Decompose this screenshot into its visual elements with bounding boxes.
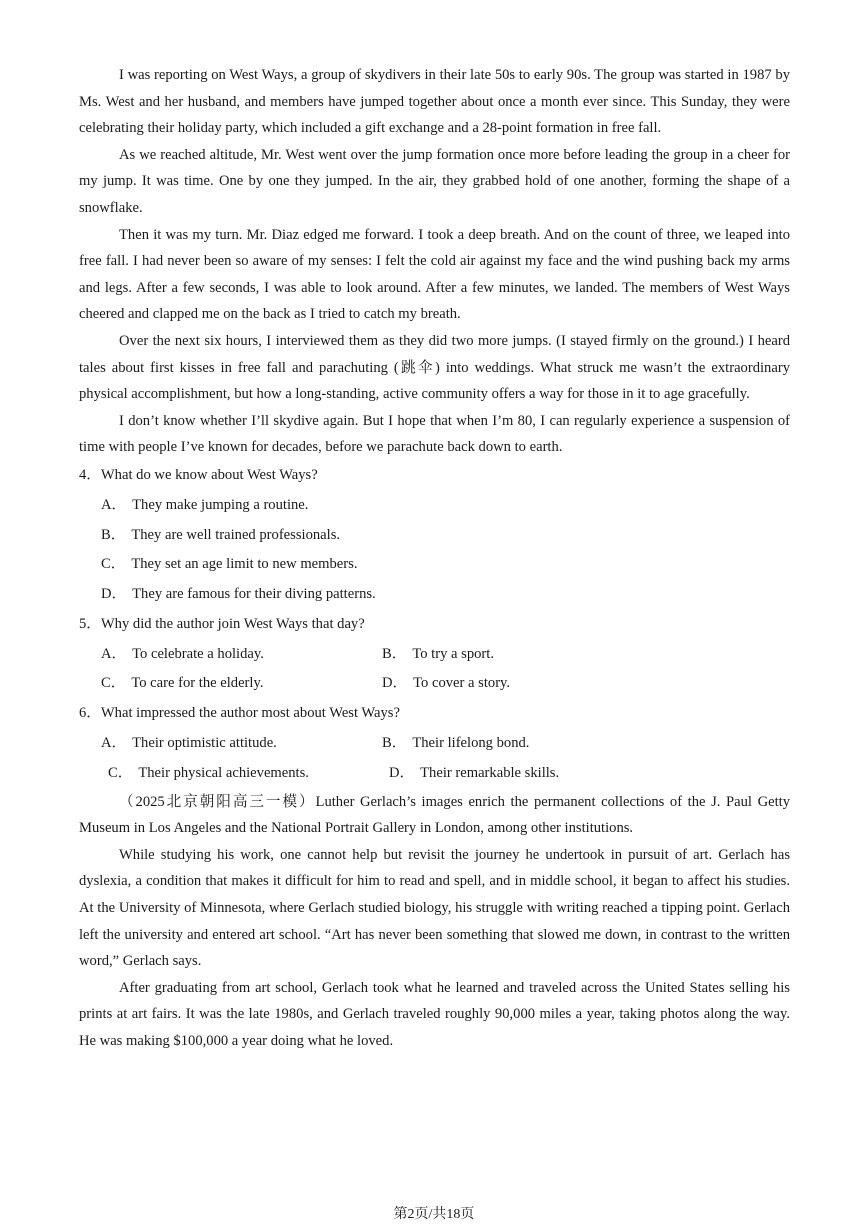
option-letter: A． xyxy=(101,645,127,662)
option-text: Their physical achievements. xyxy=(138,764,309,781)
option-6c[interactable] xyxy=(108,759,389,789)
option-4b[interactable] xyxy=(79,521,790,551)
passage1-paragraph-2: As we reached altitude, Mr. West went over the jump formation once more before leading the group in a cheer for my jump. It was time. One by one they jumped. In the air, they grabbed hold of one another, forming the shape of a snowflake. xyxy=(79,146,790,216)
passage2-paragraph-3: After graduating from art school, Gerlach took what he learned and traveled across the United States selling his prints at art fairs. It was the late 1980s, and Gerlach traveled roughly 90,000 miles a year, taking photos along the way. He was making $100,000 a year doing what he loved. xyxy=(79,979,790,1050)
option-text: To care for the elderly. xyxy=(131,675,264,692)
question-6 xyxy=(79,699,790,729)
option-letter: D． xyxy=(101,586,127,603)
question-number: 6． xyxy=(79,705,101,722)
option-4d[interactable] xyxy=(79,580,790,610)
question-number: 5． xyxy=(79,615,101,632)
page-number: 第2页/共18页 xyxy=(393,1207,475,1222)
option-letter: C． xyxy=(101,675,126,692)
option-letter: C． xyxy=(101,556,126,573)
option-text: Their lifelong bond. xyxy=(412,735,530,752)
passage1-paragraph-3: Then it was my turn. Mr. Diaz edged me forward. I took a deep breath. And on the count of three, we leaped into free fall. I had never been so aware of my senses: I felt the cold air against my face and the wind pushing back my arms and legs. After a few seconds, I was able to look around. After a few minutes, we landed. The members of West Ways cheered and clapped me on the back as I tried to catch my breath. xyxy=(79,226,790,323)
option-5b[interactable] xyxy=(382,640,663,670)
options-row xyxy=(79,759,790,789)
option-text: To cover a story. xyxy=(413,675,511,692)
option-text: Their optimistic attitude. xyxy=(132,735,277,752)
question-number: 4． xyxy=(79,466,101,483)
options-row xyxy=(79,729,790,759)
option-text: They set an age limit to new members. xyxy=(131,556,358,573)
option-text: They are well trained professionals. xyxy=(131,526,341,543)
option-6d[interactable] xyxy=(389,759,670,789)
option-text: To celebrate a holiday. xyxy=(132,645,264,662)
passage1-paragraph-4: Over the next six hours, I interviewed them as they did two more jumps. (I stayed firmly on the ground.) I heard tales about first kisses in free fall and parachuting (跳伞) into weddings. What struck me wasn’t the extraordinary physical accomplishment, but how a long-standing, active community offers a way for those in it to age gracefully. xyxy=(79,332,790,403)
question-5 xyxy=(79,610,790,640)
question-text: What impressed the author most about West Ways? xyxy=(100,705,400,722)
option-6b[interactable] xyxy=(382,729,663,759)
question-4 xyxy=(79,461,790,491)
option-letter: D． xyxy=(382,675,408,692)
passage2-paragraph-2: While studying his work, one cannot help but revisit the journey he undertook in pursuit of art. Gerlach has dyslexia, a condition that makes it difficult for him to read and spell, and in middle school, it began to affect his studies. At the University of Minnesota, where Gerlach studied biology, his struggle with writing reached a tipping point. Gerlach left the university and entered art school. “Art has never been something that slowed me down, in contrast to the written word,” Gerlach says. xyxy=(79,846,790,970)
option-5c[interactable] xyxy=(101,669,382,699)
passage2-paragraph-1: （2025北京朝阳高三一模）Luther Gerlach’s images enrich the permanent collections of the J. Paul Getty Museum in Los Angeles and the National Portrait Gallery in London, among other institutions. xyxy=(79,793,790,837)
options-row xyxy=(79,669,790,699)
option-letter: C． xyxy=(108,764,133,781)
option-text: They make jumping a routine. xyxy=(132,496,309,513)
passage1-paragraph-1: I was reporting on West Ways, a group of skydivers in their late 50s to early 90s. The group was started in 1987 by Ms. West and her husband, and members have jumped together about once a month ever since. This Sunday, they were celebrating their holiday party, which included a gift exchange and a 28-point formation in free fall. xyxy=(79,67,790,137)
option-letter: B． xyxy=(382,645,407,662)
option-5d[interactable] xyxy=(382,669,663,699)
option-letter: A． xyxy=(101,735,127,752)
option-4a[interactable] xyxy=(79,491,790,521)
option-letter: B． xyxy=(101,526,126,543)
question-text: Why did the author join West Ways that day? xyxy=(100,615,365,632)
page-content xyxy=(79,62,790,1055)
passage1-paragraph-5: I don’t know whether I’ll skydive again. But I hope that when I’m 80, I can regularly experience a suspension of time with people I’ve known for decades, before we parachute back down to earth. xyxy=(79,412,790,456)
options-row xyxy=(79,640,790,670)
option-letter: B． xyxy=(382,735,407,752)
option-letter: D． xyxy=(389,764,415,781)
option-text: To try a sport. xyxy=(412,645,494,662)
option-5a[interactable] xyxy=(101,640,382,670)
option-text: Their remarkable skills. xyxy=(420,764,560,781)
option-6a[interactable] xyxy=(101,729,382,759)
option-4c[interactable] xyxy=(79,550,790,580)
option-text: They are famous for their diving patterns. xyxy=(132,586,376,603)
question-text: What do we know about West Ways? xyxy=(100,466,318,483)
option-letter: A． xyxy=(101,496,127,513)
